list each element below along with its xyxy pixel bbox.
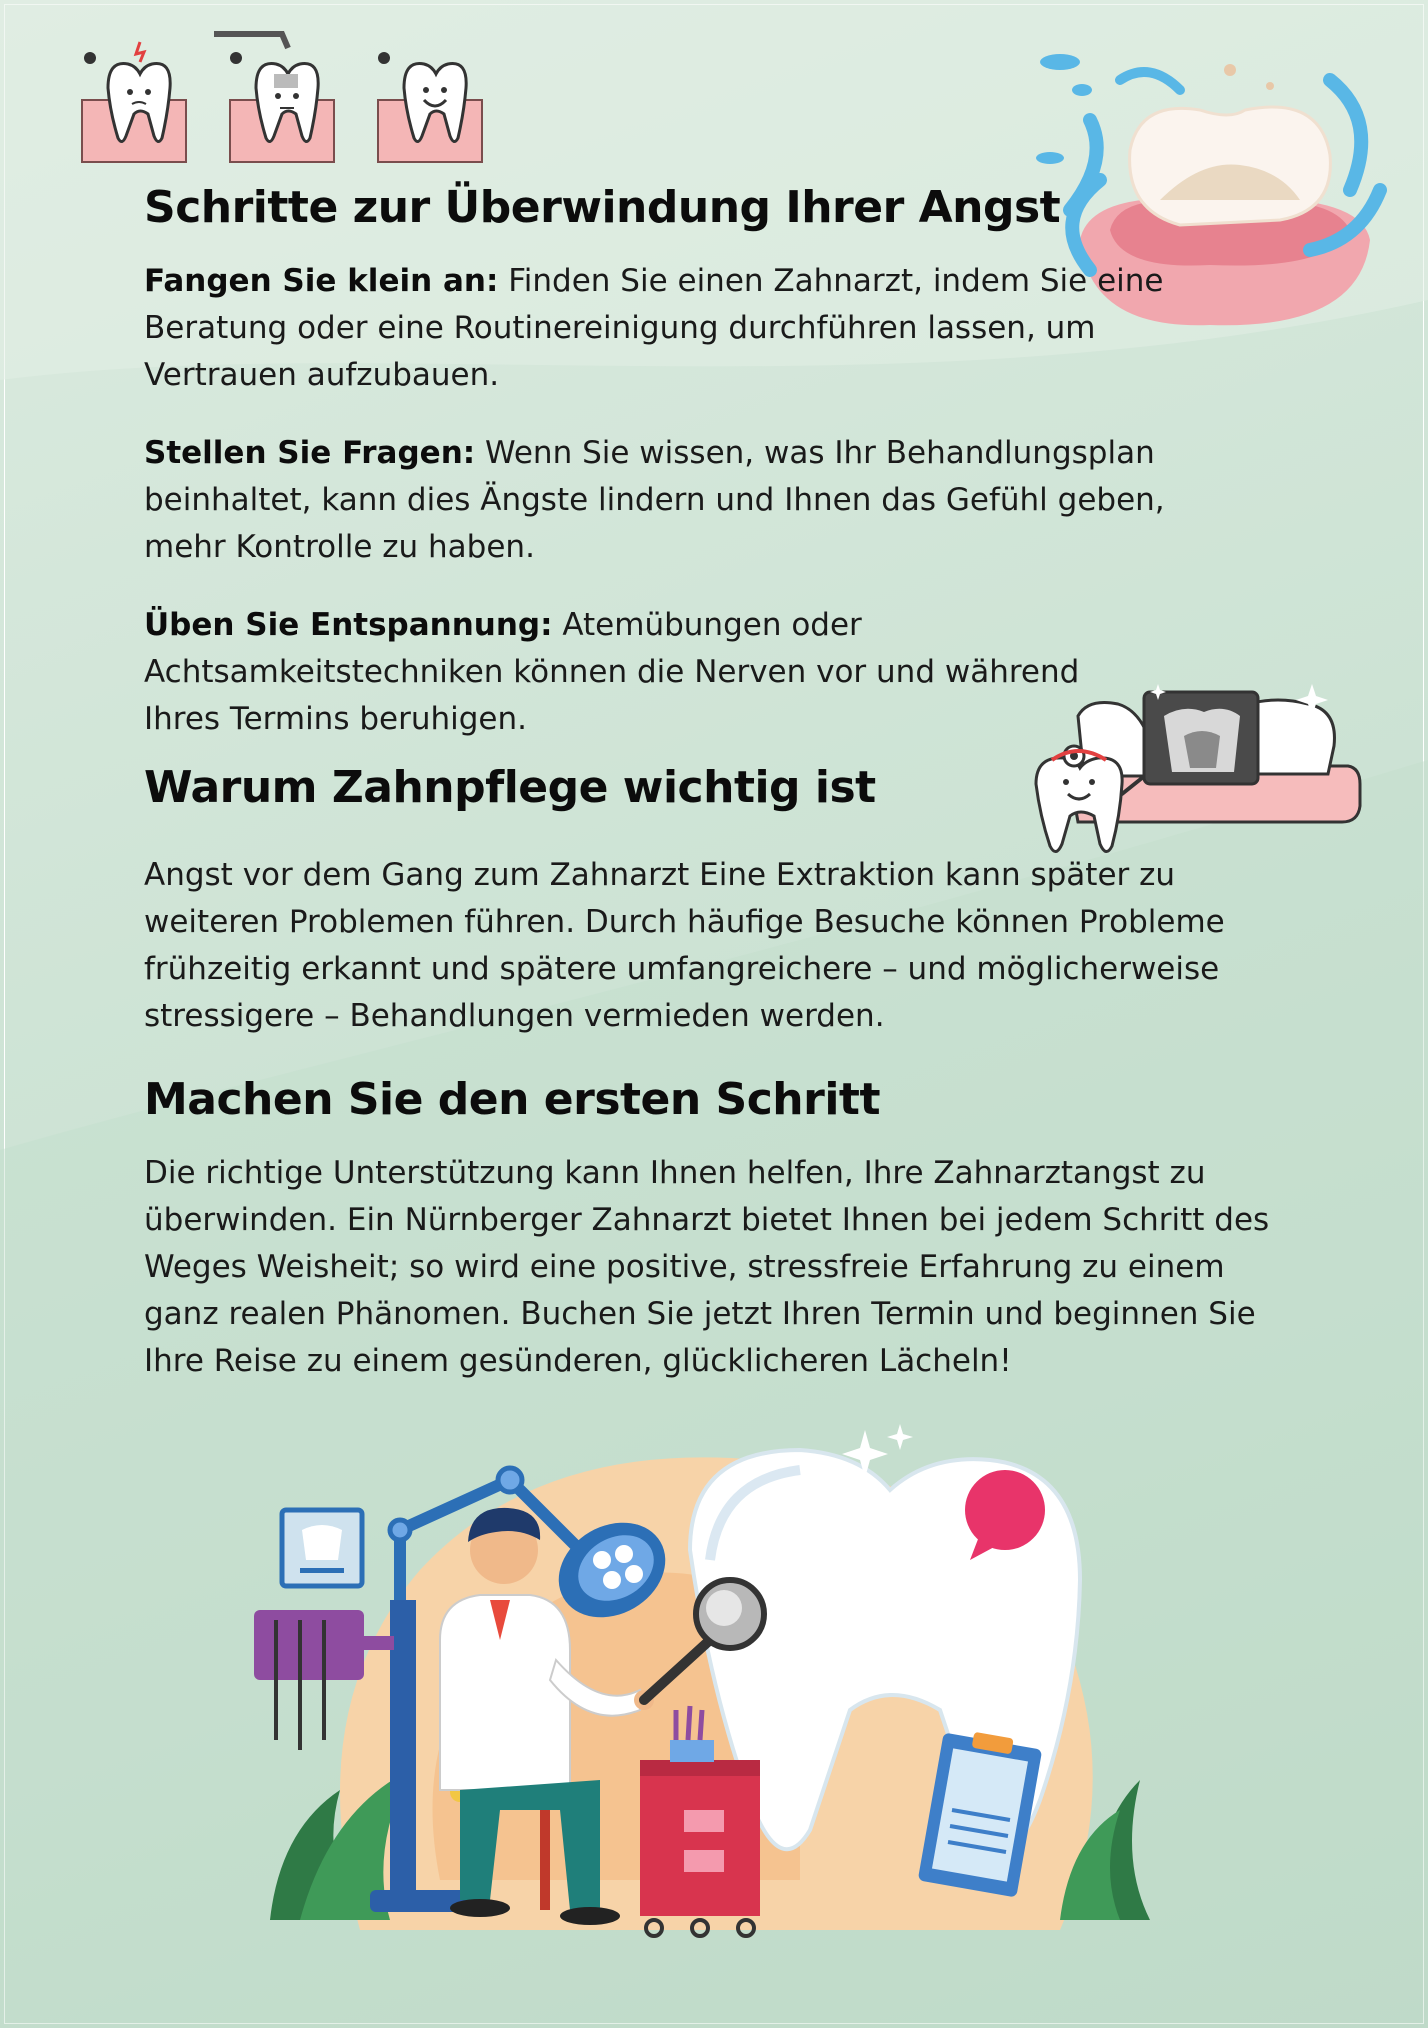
step-item-relaxation: [144, 602, 1164, 743]
step-text: Finden Sie einen Zahnarzt, indem Sie eine Beratung oder eine Routinereinigung durchführen lassen, um Vertrauen aufzubauen.: [144, 263, 1164, 393]
step-label: Stellen Sie Fragen:: [144, 435, 476, 471]
step-label: Fangen Sie klein an:: [144, 263, 499, 299]
step-item-start-small: [144, 258, 1204, 399]
step-text: Wenn Sie wissen, was Ihr Behandlungsplan beinhaltet, kann dies Ängste lindern und Ihnen das Gefühl geben, mehr Kontrolle zu haben.: [144, 435, 1165, 565]
step-text: Atemübungen oder Achtsamkeitstechniken können die Nerven vor und während Ihres Termins beruhigen.: [144, 607, 1080, 737]
xray-monitor-icon: [282, 1510, 362, 1586]
first-step-title: Machen Sie den ersten Schritt: [144, 1074, 880, 1125]
first-step-paragraph: Die richtige Unterstützung kann Ihnen helfen, Ihre Zahnarztangst zu überwinden. Ein Nürnberger Zahnarzt bietet Ihnen bei jedem Schritt des Weges Weisheit; so wird eine positive, stressfreie Erfahrung zu einem ganz realen Phänomen. Buchen Sie jetzt Ihren Termin und beginnen Sie Ihre Reise zu einem gesünderen, glücklicheren Lächeln!: [144, 1155, 1270, 1379]
why-paragraph: Angst vor dem Gang zum Zahnarzt Eine Extraktion kann später zu weiteren Problemen führen. Durch häufige Besuche können Probleme frühzeitig erkannt und spätere umfangreichere – und möglicherweise stressigere – Behandlungen vermieden werden.: [144, 857, 1225, 1034]
step-item-ask-questions: [144, 430, 1204, 571]
why-title: Warum Zahnpflege wichtig ist: [144, 762, 876, 813]
dentist-treating-tooth-illustration: [240, 1410, 1180, 1980]
steps-title: Schritte zur Überwindung Ihrer Angst: [144, 182, 1061, 233]
tooth-stage-2-icon: [214, 34, 334, 162]
tooth-stages-illustration: [78, 28, 498, 168]
tooth-stage-3-icon: [378, 52, 482, 162]
tooth-stage-1-icon: [82, 42, 186, 162]
step-label: Üben Sie Entspannung:: [144, 607, 553, 643]
